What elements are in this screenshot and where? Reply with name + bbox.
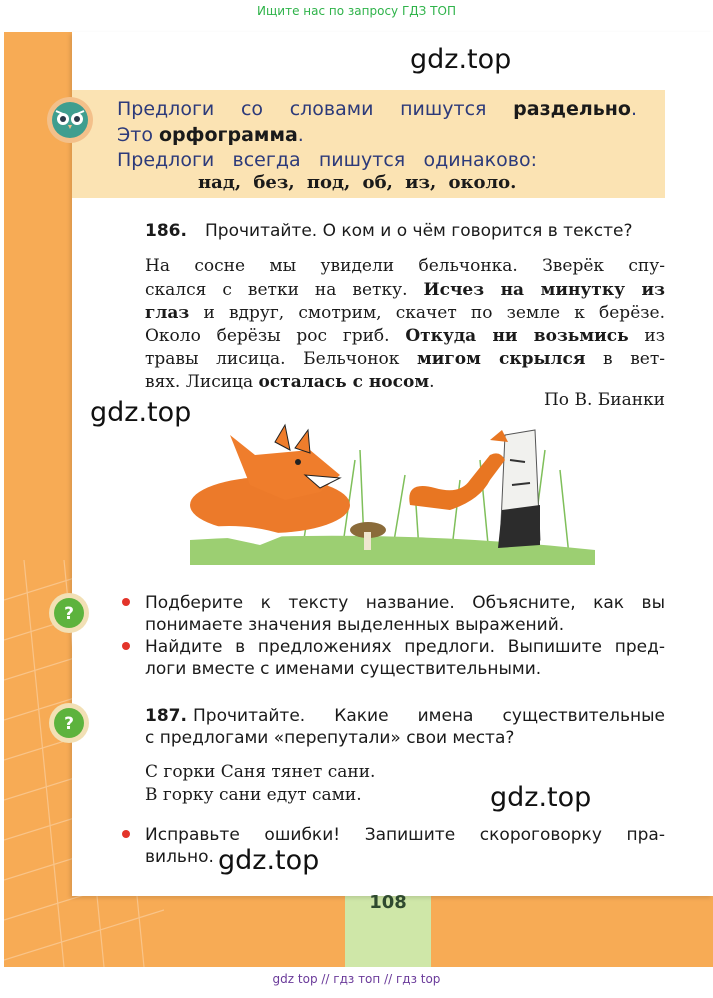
text-line: [145, 280, 665, 300]
text-plain: травы лисица. Бельчонок: [145, 349, 417, 369]
top-banner: Ищите нас по запросу ГДЗ ТОП: [257, 4, 456, 18]
text-line: [145, 372, 435, 392]
text-highlight: мигом скрылся: [417, 349, 586, 369]
text-plain: в вет-: [585, 349, 665, 369]
rule-bold-text: орфограмма: [159, 124, 298, 146]
bullet: [122, 642, 130, 650]
text-line: [145, 303, 665, 323]
text-highlight: Откуда ни возьмись: [405, 326, 629, 346]
watermark: gdz.top: [490, 782, 592, 813]
poem-line-2: В горку сани едут сами.: [145, 785, 362, 805]
page-number: 108: [369, 892, 407, 913]
rule-text: Предлоги со словами пишутся: [117, 98, 514, 120]
rule-line-1: [117, 98, 637, 120]
exercise-186-number: 186.: [145, 221, 187, 241]
watermark: gdz.top: [218, 845, 320, 876]
exercise-186-task: Прочитайте. О ком и о чём говорится в тексте?: [205, 221, 633, 241]
text-plain: На сосне мы увидели бельчонка. Зверёк спу-: [145, 256, 665, 276]
exercise-187-bullet-line-2: вильно.: [145, 847, 214, 867]
watermark: gdz.top: [410, 44, 512, 75]
task-2-line-1: Найдите в предложениях предлоги. Выпишите пред-: [145, 637, 665, 657]
bottom-banner: gdz top // гдз топ // гдз top: [272, 972, 441, 986]
rule-text: .: [630, 98, 637, 120]
text-plain: Около берёзы рос гриб.: [145, 326, 406, 346]
rule-line-2: [117, 124, 304, 146]
text-plain: и вдруг, смотрим, скачет по земле к берёзе.: [189, 303, 665, 323]
bullet: [122, 598, 130, 606]
text-plain: вях. Лисица: [145, 372, 259, 392]
exercise-187-task-line-2: с предлогами «перепутали» свои места?: [145, 728, 515, 748]
question-icon: [48, 592, 90, 634]
text-highlight: глаз: [145, 303, 190, 323]
svg-text:?: ?: [64, 714, 74, 734]
bullet: [122, 830, 130, 838]
svg-text:?: ?: [64, 604, 74, 624]
task-1-line-2: понимаете значения выделенных выражений.: [145, 615, 565, 635]
question-icon: [48, 702, 90, 744]
text-highlight: Исчез на минутку из: [423, 280, 665, 300]
rule-bold-text: раздельно: [513, 98, 631, 120]
exercise-187-bullet-line-1: Исправьте ошибки! Запишите скороговорку пра-: [145, 825, 665, 845]
rule-text: .: [297, 124, 304, 146]
text-plain: скался с ветки на ветку.: [145, 280, 424, 300]
task-2-line-2: логи вместе с именами существительными.: [145, 659, 542, 679]
text-author: По В. Бианки: [543, 390, 665, 410]
fox-squirrel-illustration: [190, 420, 595, 565]
text-plain: из: [628, 326, 665, 346]
task-1-line-1: Подберите к тексту название. Объясните, как вы: [145, 593, 665, 613]
text-highlight: осталась с носом: [258, 372, 430, 392]
rule-line-3: Предлоги всегда пишутся одинаково:: [117, 149, 537, 171]
text-line: [145, 326, 665, 346]
rule-prepositions: над, без, под, об, из, около.: [198, 172, 517, 193]
text-line: [145, 256, 665, 276]
text-line: [145, 349, 665, 369]
watermark: gdz.top: [90, 397, 192, 428]
rule-text: Это: [117, 124, 159, 146]
exercise-187-task-line-1: Прочитайте. Какие имена существительные: [193, 706, 665, 726]
text-plain: .: [429, 372, 435, 392]
exercise-187-number: 187.: [145, 706, 187, 726]
owl-icon: [46, 96, 94, 144]
poem-line-1: С горки Саня тянет сани.: [145, 762, 376, 782]
